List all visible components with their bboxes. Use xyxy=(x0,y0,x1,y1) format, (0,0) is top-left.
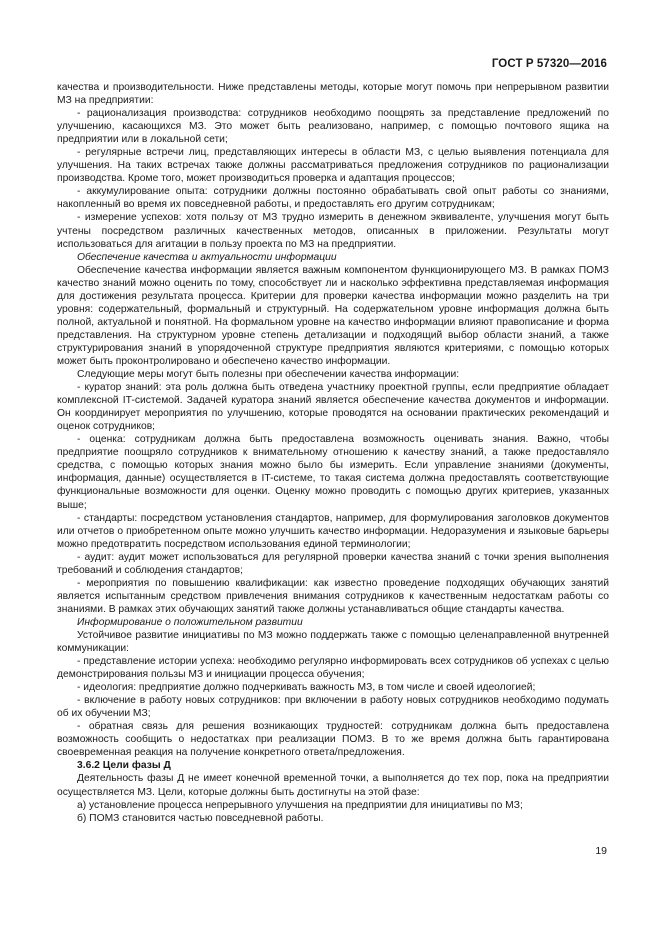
page-number: 19 xyxy=(595,845,607,857)
list-item: - рационализация производства: сотрудников необходимо поощрять за представление предложений по улучшению, касающихся МЗ. Это может быть реализовано, например, с помощью почтового ящика на предприятии или в локальной сети; xyxy=(57,108,609,146)
document-header-title: ГОСТ Р 57320—2016 xyxy=(491,58,607,70)
list-item: - аудит: аудит может использоваться для регулярной проверки качества знаний с точки зрения выполнения требований и соблюдения стандартов; xyxy=(57,551,609,576)
list-item: - обратная связь для решения возникающих трудностей: сотрудникам должна быть предоставлена возможность сообщить о недостатках при реализации ПОМЗ. В то же время должна быть гарантирована своевременная реакция на получение конкретного ответа/предложения. xyxy=(57,721,609,759)
list-item: - мероприятия по повышению квалификации: как известно проведение подходящих обучающих занятий является испытанным средством привлечения внимания сотрудников к качественным недостаткам работы со знаниями. В рамках этих обучающих занятий также должны устанавливаться общие стандарты качества. xyxy=(57,577,609,615)
section-heading: 3.6.2 Цели фазы Д xyxy=(77,760,171,772)
paragraph: качества и производительности. Ниже представлены методы, которые могут помочь при непрерывном развитии МЗ на предприятии: xyxy=(57,82,609,107)
paragraph: Следующие меры могут быть полезны при обеспечении качества информации: xyxy=(77,369,460,381)
document-body xyxy=(57,81,609,825)
paragraph: Обеспечение качества информации является важным компонентом функционирующего МЗ. В рамках ПОМЗ качество знаний можно оценить по тому, способствует ли и насколько эффективна представляемая информация для достижения результата процесса. Критерии для проверки качества информации можно разделить на три уровня: содержательный, формальный и структурный. На содержательном уровне информация должна быть полной, актуальной и понятной. На формальном уровне на качество информации влияют правописание и форма представления. На структурном уровне степень детализации и подходящий выбор области знаний, а также структурирования знаний в упорядоченной структуре предприятия являются критериями, с помощью которых может быть проконтролировано и обеспечено качество информации. xyxy=(57,264,609,367)
list-item: - аккумулирование опыта: сотрудники должны постоянно обрабатывать свой опыт работы со знаниями, накопленный во время их повседневной работы, и предоставлять его другим сотрудникам; xyxy=(57,186,609,211)
list-item: - стандарты: посредством установления стандартов, например, для формулирования заголовков документов или отчетов о приобретенном опыте можно улучшить качество информации. Недоразумения и языковые барьеры можно предотвратить посредством использования единой терминологии; xyxy=(57,512,609,550)
list-item: - регулярные встречи лиц, представляющих интересы в области МЗ, с целью выявления потенциала для улучшения. На таких встречах также должны рассматриваться предложения сотрудников по рационализации производства. Кроме того, может производиться проверка и адаптация процессов; xyxy=(57,147,609,185)
subsection-heading: Информирование о положительном развитии xyxy=(77,616,303,628)
list-item: а) установление процесса непрерывного улучшения на предприятии для инициативы по МЗ; xyxy=(77,799,523,811)
list-item: - идеология: предприятие должно подчеркивать важность МЗ, в том числе и своей идеологией; xyxy=(77,682,536,694)
list-item: - оценка: сотрудникам должна быть предоставлена возможность оценивать знания. Важно, чтобы предприятие поощряло сотрудников к внимательному отношению к качеству знаний, а также предоставляло средства, с помощью которых знания можно было бы измерить. Если управление знаниями (документы, информация, данные) осуществляется в IT-системе, то такая система должна предоставлять соответствующие функциональные возможности для оценки. Оценку можно проводить с помощью других критериев, указанных выше; xyxy=(57,434,609,511)
paragraph: Деятельность фазы Д не имеет конечной временной точки, а выполняется до тех пор, пока на предприятии осуществляется МЗ. Цели, которые должны быть достигнуты на этой фазе: xyxy=(57,773,609,798)
list-item: - представление истории успеха: необходимо регулярно информировать всех сотрудников об успехах с целью демонстрирования пользы МЗ и инициации процесса обучения; xyxy=(57,656,609,681)
list-item: б) ПОМЗ становится частью повседневной работы. xyxy=(77,812,324,824)
subsection-heading: Обеспечение качества и актуальности информации xyxy=(77,251,337,263)
list-item: - включение в работу новых сотрудников: при включении в работу новых сотрудников необходимо подумать об их обучении МЗ; xyxy=(57,695,609,720)
paragraph: Устойчивое развитие инициативы по МЗ можно поддержать также с помощью целенаправленной внутренней коммуникации: xyxy=(57,629,609,655)
list-item: - куратор знаний: эта роль должна быть отведена участнику проектной группы, если предприятие обладает комплексной IT-системой. Задачей куратора знаний является обеспечение качества документов и информации. Он координирует мероприятия по улучшению, которые проводятся на основании практических рекомендаций и оценок сотрудников; xyxy=(57,382,609,433)
list-item: - измерение успехов: хотя пользу от МЗ трудно измерить в денежном эквиваленте, улучшения могут быть учтены посредством различных качественных методов, описанных в приложении. Результаты могут использоваться для агитации в пользу проекта по МЗ на предприятии. xyxy=(57,212,609,250)
